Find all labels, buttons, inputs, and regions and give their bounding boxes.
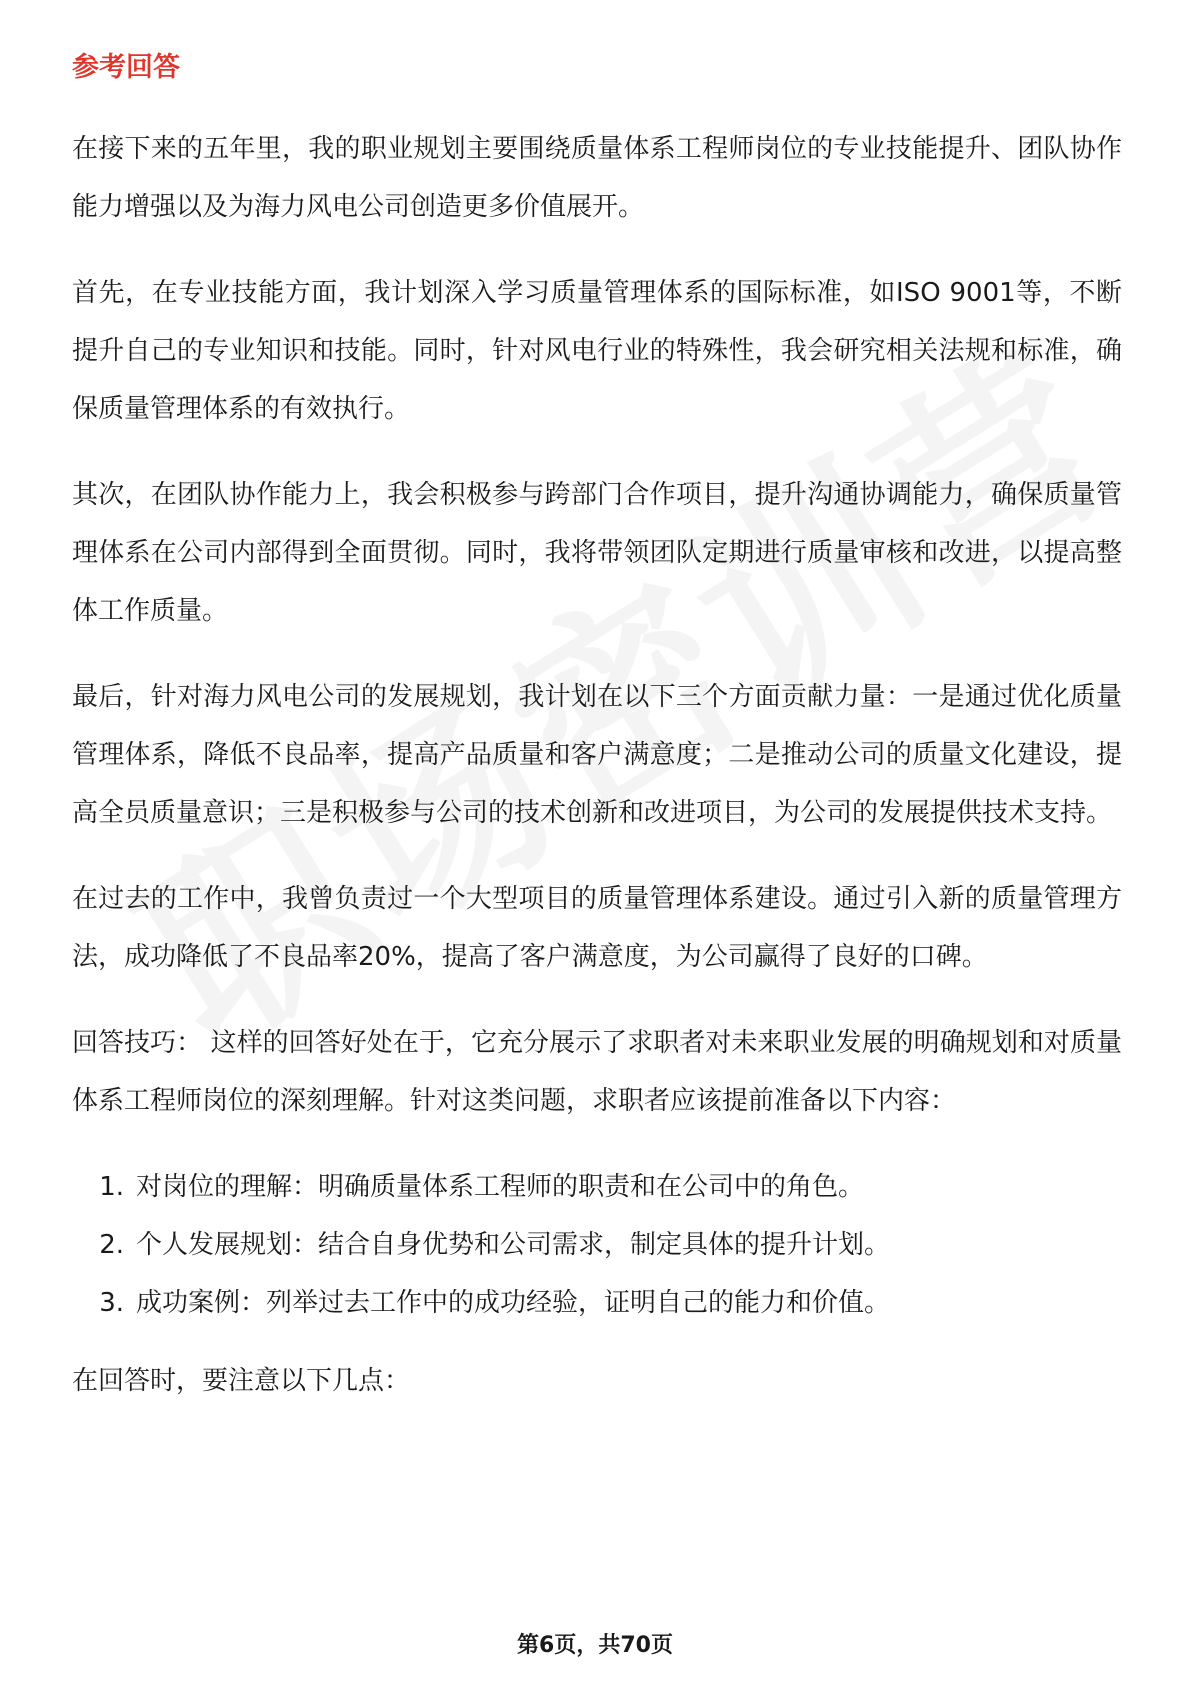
paragraph-teamwork: 其次，在团队协作能力上，我会积极参与跨部门合作项目，提升沟通协调能力，确保质量管理体系在公司内部得到全面贯彻。同时，我将带领团队定期进行质量审核和改进，以提高整体工作质量。 (72, 480, 1122, 626)
document-body (72, 48, 1122, 1438)
list-item-number: 2. (99, 1230, 124, 1260)
paragraph-experience: 在过去的工作中，我曾负责过一个大型项目的质量管理体系建设。通过引入新的质量管理方法，成功降低了不良品率20%，提高了客户满意度，为公司赢得了良好的口碑。 (72, 884, 1122, 972)
preparation-list (72, 1158, 1122, 1332)
list-item-text: 成功案例：列举过去工作中的成功经验，证明自己的能力和价值。 (136, 1288, 891, 1318)
page-number: 第6页，共70页 (517, 1633, 673, 1658)
list-item (72, 1158, 1122, 1216)
section-heading: 参考回答 (72, 52, 180, 83)
list-item (72, 1274, 1122, 1332)
paragraph-contribution: 最后，针对海力风电公司的发展规划，我计划在以下三个方面贡献力量：一是通过优化质量管理体系，降低不良品率，提高产品质量和客户满意度；二是推动公司的质量文化建设，提高全员质量意识；三是积极参与公司的技术创新和改进项目，为公司的发展提供技术支持。 (72, 682, 1122, 828)
paragraph-tips: 回答技巧： 这样的回答好处在于，它充分展示了求职者对未来职业发展的明确规划和对质量体系工程师岗位的深刻理解。针对这类问题，求职者应该提前准备以下内容： (72, 1028, 1122, 1116)
list-item-text: 个人发展规划：结合自身优势和公司需求，制定具体的提升计划。 (136, 1230, 891, 1260)
list-item-number: 1. (99, 1172, 124, 1202)
list-item (72, 1216, 1122, 1274)
paragraph-skills: 首先，在专业技能方面，我计划深入学习质量管理体系的国际标准，如ISO 9001等，不断提升自己的专业知识和技能。同时，针对风电行业的特殊性，我会研究相关法规和标准，确保质量管理体系的有效执行。 (72, 278, 1122, 424)
list-item-number: 3. (99, 1288, 124, 1318)
paragraph-intro: 在接下来的五年里，我的职业规划主要围绕质量体系工程师岗位的专业技能提升、团队协作能力增强以及为海力风电公司创造更多价值展开。 (72, 134, 1122, 222)
paragraph-closing: 在回答时，要注意以下几点： (72, 1366, 411, 1396)
list-item-text: 对岗位的理解：明确质量体系工程师的职责和在公司中的角色。 (136, 1172, 865, 1202)
